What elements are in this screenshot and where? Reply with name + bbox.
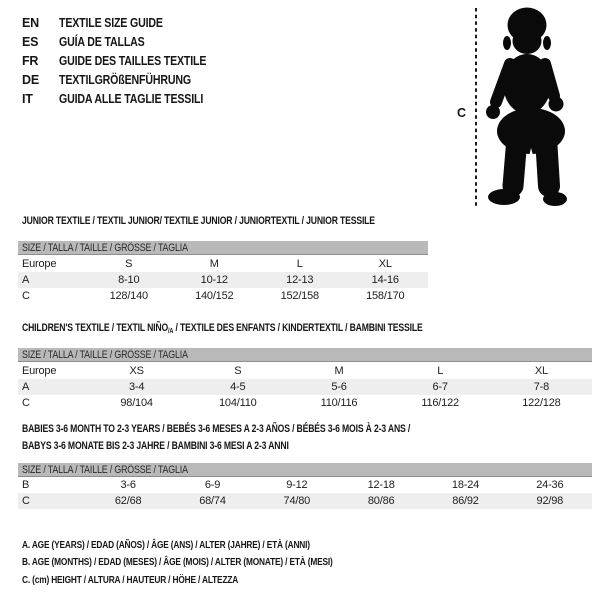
months-cell: 12-18 bbox=[367, 479, 395, 491]
children-title-subscript: /A bbox=[168, 328, 174, 335]
age-cell: 8-10 bbox=[86, 272, 172, 288]
left-foot bbox=[488, 189, 520, 205]
height-cell: 158/170 bbox=[366, 290, 405, 302]
right-foot bbox=[543, 192, 567, 206]
babies-title-line1: BABIES 3-6 MONTH TO 2-3 YEARS / BEBÉS 3-6 MESES A 2-3 AÑOS / BÉBÉS 3-6 MOIS À 2-3 ANS / bbox=[22, 423, 411, 435]
height-marker-label: C bbox=[457, 106, 467, 120]
language-code: DE bbox=[22, 72, 39, 87]
language-code: FR bbox=[22, 53, 39, 68]
language-label: GUIDE DES TAILLES TEXTILE bbox=[59, 53, 207, 68]
left-hand bbox=[486, 105, 500, 119]
junior-region-row bbox=[18, 255, 428, 273]
age-cell: 3-4 bbox=[86, 379, 187, 395]
height-cell: 140/152 bbox=[195, 290, 234, 302]
height-cell: 68/74 bbox=[170, 493, 254, 509]
language-guide bbox=[22, 13, 232, 108]
months-cell: 9-12 bbox=[286, 479, 308, 491]
height-cell: 104/110 bbox=[219, 397, 257, 409]
row-label: C bbox=[22, 290, 30, 302]
age-cell: 7-8 bbox=[491, 379, 592, 395]
face bbox=[513, 28, 542, 54]
language-row bbox=[22, 51, 232, 70]
language-label: TEXTILE SIZE GUIDE bbox=[59, 15, 163, 30]
row-label: B bbox=[22, 479, 30, 491]
language-row bbox=[22, 32, 232, 51]
height-cell: 110/116 bbox=[320, 397, 358, 409]
size-header-label: SIZE / TALLA / TAILLE / GRÖSSE / TAGLIA bbox=[22, 241, 188, 254]
region-label: Europe bbox=[22, 364, 57, 377]
language-row bbox=[22, 13, 232, 32]
age-cell: 14-16 bbox=[343, 272, 429, 288]
ear bbox=[503, 36, 511, 50]
height-cell: 62/68 bbox=[86, 493, 170, 509]
language-code: EN bbox=[22, 15, 39, 30]
junior-size-table bbox=[18, 241, 428, 304]
footnote-line-b: B. AGE (MONTHS) / EDAD (MESES) / ÂGE (MOIS) / ALTER (MONATE) / ETÀ (MESI) bbox=[22, 557, 333, 569]
row-label: A bbox=[18, 379, 86, 395]
children-title-text: CHILDREN'S TEXTILE / TEXTIL NIÑO bbox=[22, 322, 169, 334]
language-label: GUÍA DE TALLAS bbox=[59, 34, 145, 49]
children-age-row bbox=[18, 379, 592, 395]
size-header-row bbox=[18, 463, 592, 477]
babies-months-row bbox=[18, 477, 592, 494]
size-cell: L bbox=[296, 257, 303, 270]
height-cell: 92/98 bbox=[508, 493, 592, 509]
months-cell: 3-6 bbox=[120, 479, 136, 491]
junior-table-title: JUNIOR TEXTILE / TEXTIL JUNIOR/ TEXTILE JUNIOR / JUNIORTEXTIL / JUNIOR TESSILE bbox=[22, 215, 375, 227]
size-cell: S bbox=[234, 364, 242, 377]
height-cell: 80/86 bbox=[339, 493, 423, 509]
baby-silhouette bbox=[486, 8, 567, 207]
language-row bbox=[22, 70, 232, 89]
babies-size-table bbox=[18, 463, 592, 509]
language-code: IT bbox=[22, 91, 33, 106]
age-cell: 6-7 bbox=[390, 379, 491, 395]
size-cell: XL bbox=[378, 257, 392, 270]
children-height-row bbox=[18, 395, 592, 411]
language-row bbox=[22, 89, 232, 108]
age-cell: 5-6 bbox=[288, 379, 389, 395]
months-cell: 18-24 bbox=[451, 479, 480, 491]
height-cell: 98/104 bbox=[120, 397, 153, 409]
height-cell: 74/80 bbox=[255, 493, 339, 509]
height-cell: 86/92 bbox=[423, 493, 507, 509]
children-size-table bbox=[18, 348, 592, 411]
size-cell: XS bbox=[129, 364, 144, 377]
months-cell: 6-9 bbox=[204, 479, 221, 491]
babies-table-title bbox=[22, 421, 507, 454]
size-cell: XL bbox=[534, 364, 548, 377]
size-header-label: SIZE / TALLA / TAILLE / GRÖSSE / TAGLIA bbox=[22, 348, 188, 361]
height-cell: 152/158 bbox=[280, 290, 319, 302]
ear bbox=[543, 36, 551, 50]
right-hand bbox=[549, 97, 564, 112]
size-header-label: SIZE / TALLA / TAILLE / GRÖSSE / TAGLIA bbox=[22, 463, 188, 476]
size-cell: M bbox=[334, 364, 344, 377]
age-cell: 10-12 bbox=[172, 272, 258, 288]
children-table-title bbox=[22, 320, 423, 341]
size-cell: S bbox=[125, 257, 133, 270]
age-cell: 4-5 bbox=[187, 379, 288, 395]
baby-silhouette-icon bbox=[470, 0, 600, 215]
region-label: Europe bbox=[22, 257, 57, 270]
children-title-text: / TEXTILE DES ENFANTS / KINDERTEXTIL / BAMBINI TESSILE bbox=[173, 322, 423, 334]
shorts bbox=[497, 108, 565, 154]
junior-age-row bbox=[18, 272, 428, 288]
size-header-row bbox=[18, 241, 428, 255]
babies-height-row bbox=[18, 493, 592, 509]
footnote-line-a: A. AGE (YEARS) / EDAD (AÑOS) / ÂGE (ANS) / ALTER (JAHRE) / ETÀ (ANNI) bbox=[22, 540, 310, 551]
language-label: GUIDA ALLE TAGLIE TESSILI bbox=[59, 91, 204, 106]
language-code: ES bbox=[22, 34, 39, 49]
row-label: C bbox=[18, 493, 86, 509]
height-cell: 116/122 bbox=[421, 397, 459, 409]
months-cell: 24-36 bbox=[536, 479, 564, 491]
footnote-line-c: C. (cm) HEIGHT / ALTURA / HAUTEUR / HÖHE / ALTEZZA bbox=[22, 574, 239, 586]
age-cell: 12-13 bbox=[257, 272, 343, 288]
footnotes bbox=[22, 537, 410, 589]
children-region-row bbox=[18, 362, 592, 380]
language-label: TEXTILGRÖßENFÜHRUNG bbox=[59, 72, 191, 87]
size-cell: L bbox=[437, 364, 444, 377]
babies-title-line2: BABYS 3-6 MONATE BIS 2-3 JAHRE / BAMBINI 3-6 MESI A 2-3 ANNI bbox=[22, 439, 289, 452]
row-label: C bbox=[22, 397, 30, 409]
height-cell: 128/140 bbox=[109, 290, 148, 302]
height-cell: 122/128 bbox=[522, 397, 561, 409]
size-header-row bbox=[18, 348, 592, 362]
junior-height-row bbox=[18, 288, 428, 304]
row-label: A bbox=[18, 272, 86, 288]
size-cell: M bbox=[209, 257, 219, 270]
